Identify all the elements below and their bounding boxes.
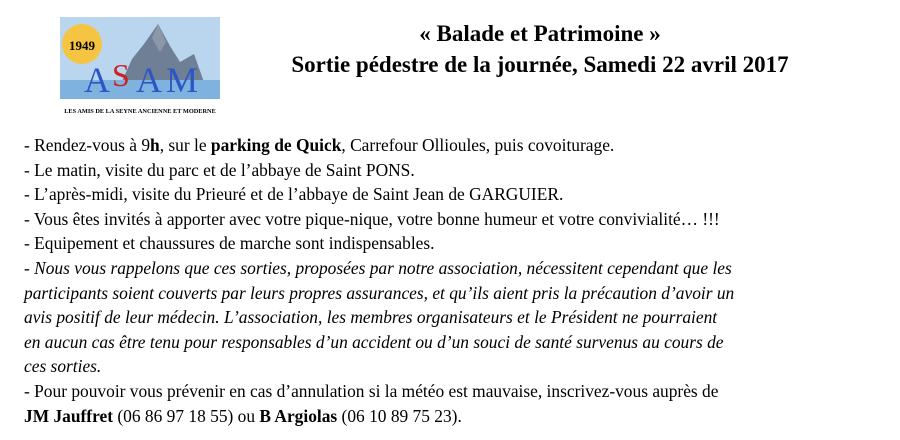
contact-2-name: B Argiolas <box>259 405 338 426</box>
meeting-text-1: - Rendez-vous à 9 <box>24 135 151 155</box>
registration-line: - Pour pouvoir vous prévenir en cas d’annulation si la météo est mauvaise, inscrivez-vous auprès de <box>24 380 719 401</box>
equipment-line: - Equipement et chaussures de marche sont indispensables. <box>24 233 435 254</box>
morning-line: - Le matin, visite du parc et de l’abbaye de Saint PONS. <box>24 159 415 180</box>
meeting-hour-unit: h <box>150 135 160 155</box>
title-line-1: « Balade et Patrimoine » <box>419 21 661 46</box>
logo-letter-a2: A <box>136 60 162 100</box>
contact-2-phone: (06 10 89 75 23). <box>337 405 462 426</box>
meeting-text-2: , sur le <box>159 135 211 155</box>
logo-letter-a1: A <box>84 60 110 100</box>
notice-line: participants soient couverts par leurs propres assurances, et qu’ils aient pris la précaution d’avoir un <box>24 282 735 303</box>
logo-tagline: LES AMIS DE LA SEYNE ANCIENNE ET MODERNE <box>64 108 216 115</box>
logo-letter-s: S <box>112 57 130 93</box>
logo-letter-m: M <box>166 60 199 100</box>
page-title <box>240 18 840 80</box>
contacts-line <box>24 404 884 429</box>
logo-year: 1949 <box>69 38 95 53</box>
picnic-line: - Vous êtes invités à apporter avec votre pique-nique, votre bonne humeur et votre convivialité… !!! <box>24 208 720 229</box>
meeting-place: parking de Quick <box>210 135 342 155</box>
notice-line: en aucun cas être tenu pour responsables d’un accident ou d’un souci de santé survenus au cours de <box>24 331 724 352</box>
contact-1-name: JM Jauffret <box>24 405 114 426</box>
meeting-text-3: , Carrefour Ollioules, puis covoiturage. <box>341 135 615 155</box>
meeting-point-line <box>24 133 884 158</box>
announcement-body <box>24 133 884 428</box>
contact-1-phone: (06 86 97 18 55) ou <box>113 405 260 426</box>
insurance-notice <box>24 256 884 379</box>
title-line-2: Sortie pédestre de la journée, Samedi 22 avril 2017 <box>291 52 789 77</box>
asam-logo <box>54 14 226 118</box>
notice-line: ces sorties. <box>24 356 102 377</box>
notice-line: - Nous vous rappelons que ces sorties, proposées par notre association, nécessitent cependant que les <box>24 257 732 278</box>
asam-logo-graphic <box>54 14 226 118</box>
notice-line: avis positif de leur médecin. L’association, les membres organisateurs et le Président ne pourraient <box>24 307 718 328</box>
afternoon-line: - L’après-midi, visite du Prieuré et de l’abbaye de Saint Jean de GARGUIER. <box>24 184 564 205</box>
